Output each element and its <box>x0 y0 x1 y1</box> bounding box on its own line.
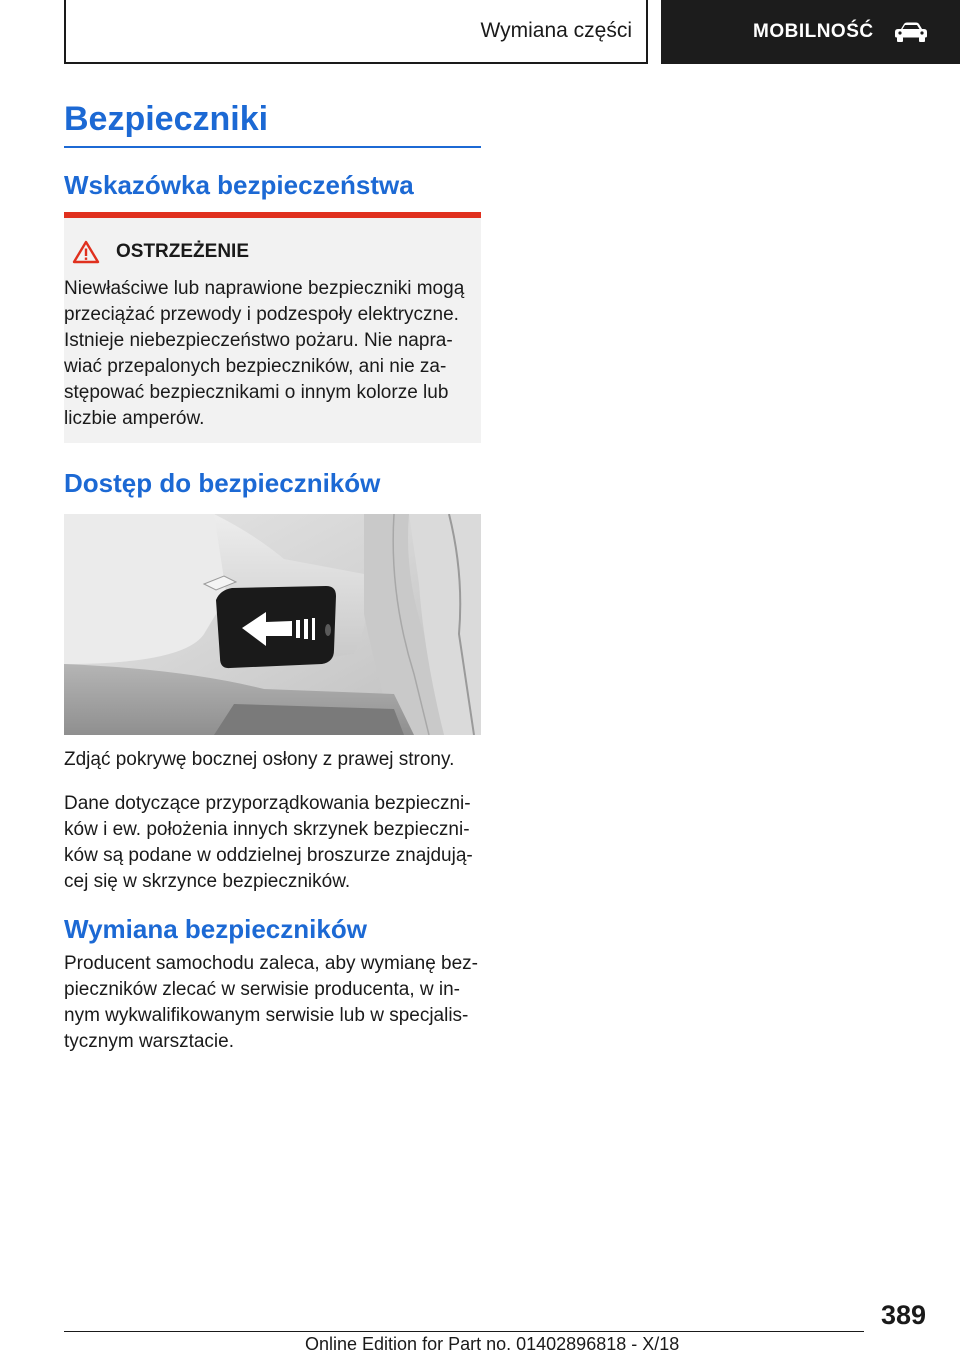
warning-triangle-icon <box>72 240 100 264</box>
warning-line: wiać przepalonych bezpieczników, ani nie za- <box>64 356 447 377</box>
safety-heading: Wskazówka bezpieczeństwa <box>64 170 414 200</box>
warning-line: przeciążać przewody i podzespoły elektryczne. <box>64 304 459 325</box>
replace-line: Producent samochodu zaleca, aby wymianę bez- <box>64 953 479 974</box>
header-chapter-title: MOBILNOŚĆ <box>753 21 874 42</box>
header-chapter-tab <box>661 0 960 64</box>
access-paragraph <box>64 791 484 895</box>
car-icon <box>892 21 930 43</box>
warning-label: OSTRZEŻENIE <box>116 241 250 262</box>
header-section-box <box>64 0 648 64</box>
replace-line: pieczników zlecać w serwisie producenta, w in- <box>64 979 460 1000</box>
footer-divider <box>64 1331 864 1332</box>
access-line: Dane dotyczące przyporządkowania bezpieczni- <box>64 793 471 814</box>
access-caption: Zdjąć pokrywę bocznej osłony z prawej strony. <box>64 749 455 770</box>
warning-box <box>64 212 481 443</box>
replace-heading: Wymiana bezpieczników <box>64 914 367 944</box>
warning-line: Niewłaściwe lub naprawione bezpieczniki mogą <box>64 278 465 299</box>
warning-line: liczbie amperów. <box>64 408 205 429</box>
replace-line: nym wykwalifikowanym serwisie lub w specjalis- <box>64 1005 469 1026</box>
fuse-cover-photo <box>64 514 481 735</box>
access-line: ków i ew. położenia innych skrzynek bezpieczni- <box>64 819 470 840</box>
replace-line: tycznym warsztacie. <box>64 1031 234 1052</box>
warning-line: stępować bezpiecznikami o innym kolorze lub <box>64 382 449 403</box>
replace-paragraph <box>64 951 484 1055</box>
access-heading: Dostęp do bezpieczników <box>64 468 381 498</box>
access-line: cej się w skrzynce bezpieczników. <box>64 871 351 892</box>
footer-edition: Online Edition for Part no. 01402896818 - X/18 <box>305 1334 680 1354</box>
page-number: 389 <box>880 1300 926 1330</box>
access-line: ków są podane w oddzielnej broszurze znajdują- <box>64 845 473 866</box>
page-title: Bezpieczniki <box>64 100 269 138</box>
title-divider <box>64 146 481 148</box>
warning-text <box>64 276 481 432</box>
warning-line: Istnieje niebezpieczeństwo pożaru. Nie napra- <box>64 330 453 351</box>
warning-title <box>64 240 249 264</box>
header-section-title: Wymiana części <box>480 19 632 42</box>
